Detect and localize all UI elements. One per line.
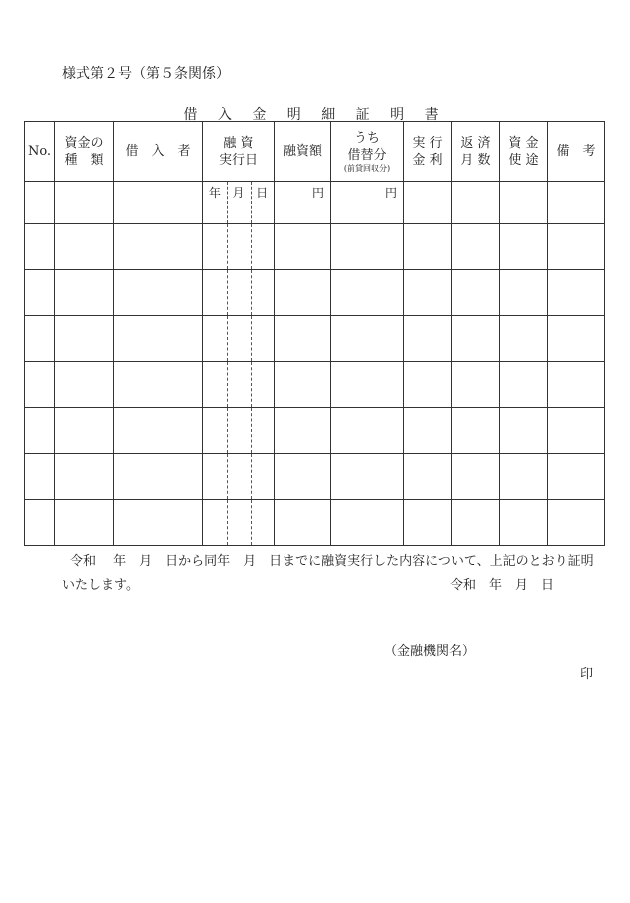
cell-repay-months[interactable] [452,316,500,362]
cell-borrower[interactable] [114,182,203,224]
date-divider [251,454,252,499]
header-use-line1: 資 金 [508,135,539,151]
cell-repay-months[interactable] [452,362,500,408]
cell-fund-use[interactable] [500,182,548,224]
cell-borrower[interactable] [114,362,203,408]
cell-fund-use[interactable] [500,454,548,500]
cell-repay-months[interactable] [452,408,500,454]
form-number: 様式第２号（第５条関係） [62,66,230,82]
unit-year: 年 [208,186,221,200]
cell-fund-use[interactable] [500,316,548,362]
cell-exec-date[interactable] [203,224,275,270]
cell-loan-amount[interactable] [275,224,331,270]
cell-rate[interactable] [404,270,452,316]
loan-detail-table [24,121,605,546]
date-divider [227,500,228,545]
date-divider [251,224,252,269]
header-no: No. [25,122,55,182]
date-divider [251,270,252,315]
cell-rate[interactable] [404,454,452,500]
cell-loan-amount[interactable]: 円 [275,182,331,224]
cell-fund-type[interactable] [55,408,114,454]
header-fund-type-line1: 資金の [64,135,104,151]
document-title: 借 入 金 明 細 証 明 書 [183,107,447,123]
date-divider [251,408,252,453]
cell-borrower[interactable] [114,408,203,454]
cell-loan-amount[interactable] [275,316,331,362]
cell-remarks[interactable] [548,454,605,500]
cell-exec-date[interactable] [203,500,275,546]
cell-refinance[interactable] [331,224,404,270]
table-row [25,408,605,454]
cell-fund-type[interactable] [55,224,114,270]
header-exec-date [203,122,275,182]
cell-fund-use[interactable] [500,362,548,408]
cell-exec-date[interactable] [203,316,275,362]
certification-date: 令和 年 月 日 [450,578,555,593]
date-divider [227,224,228,269]
header-repay-line1: 返 済 [460,135,491,151]
cell-remarks[interactable] [548,316,605,362]
cell-loan-amount[interactable] [275,454,331,500]
table-row [25,500,605,546]
cell-exec-date[interactable] [203,362,275,408]
cell-loan-amount[interactable] [275,500,331,546]
cell-loan-amount[interactable] [275,408,331,454]
cell-refinance[interactable] [331,408,404,454]
financial-institution-label: （金融機関名） [384,644,476,659]
cell-no[interactable] [25,224,55,270]
cell-repay-months[interactable] [452,270,500,316]
header-rate-line2: 金 利 [412,152,443,168]
cell-remarks[interactable] [548,182,605,224]
cell-borrower[interactable] [114,224,203,270]
cell-exec-date[interactable] [203,454,275,500]
header-rate [404,122,452,182]
cell-rate[interactable] [404,500,452,546]
date-divider [227,182,228,223]
cell-remarks[interactable] [548,362,605,408]
cell-fund-type[interactable] [55,182,114,224]
cell-refinance[interactable] [331,270,404,316]
cell-refinance[interactable] [331,500,404,546]
certification-line2: いたします。 [62,578,139,593]
unit-row [25,182,605,224]
cell-borrower[interactable] [114,500,203,546]
cell-refinance[interactable]: 円 [331,182,404,224]
cell-remarks[interactable] [548,224,605,270]
header-repay-months [452,122,500,182]
seal-mark: 印 [580,667,594,682]
cell-fund-type[interactable] [55,362,114,408]
cell-no[interactable] [25,454,55,500]
cell-fund-use[interactable] [500,408,548,454]
date-divider [251,362,252,407]
cell-exec-date[interactable] [203,182,275,224]
cell-remarks[interactable] [548,408,605,454]
cell-refinance[interactable] [331,454,404,500]
date-divider [251,500,252,545]
date-divider [227,408,228,453]
cell-borrower[interactable] [114,454,203,500]
header-rate-line1: 実 行 [412,135,443,151]
cell-exec-date[interactable] [203,408,275,454]
cell-fund-type[interactable] [55,500,114,546]
header-fund-type [55,122,114,182]
cell-fund-use[interactable] [500,224,548,270]
unit-month: 月 [232,186,245,200]
cell-no[interactable] [25,316,55,362]
cell-no[interactable] [25,362,55,408]
header-fund-use [500,122,548,182]
cell-rate[interactable] [404,408,452,454]
header-borrower: 借 入 者 [114,122,203,182]
header-refinance-note: (前貸回収分) [343,163,391,173]
cell-borrower[interactable] [114,316,203,362]
cell-borrower[interactable] [114,270,203,316]
cell-repay-months[interactable] [452,454,500,500]
table-row [25,362,605,408]
date-divider [227,270,228,315]
header-refinance-line1: うち [353,130,380,146]
unit-day: 日 [256,186,269,200]
cell-rate[interactable] [404,362,452,408]
date-divider [251,316,252,361]
certification-line1: 令和 年 月 日から同年 月 日までに融資実行した内容について、上記のとおり証明 [70,554,594,569]
date-divider [227,454,228,499]
cell-repay-months[interactable] [452,182,500,224]
header-loan-amount: 融資額 [275,122,331,182]
date-divider [227,362,228,407]
cell-no[interactable] [25,408,55,454]
table-row [25,454,605,500]
cell-rate[interactable] [404,224,452,270]
cell-loan-amount[interactable] [275,270,331,316]
cell-fund-type[interactable] [55,270,114,316]
date-divider [227,316,228,361]
cell-loan-amount[interactable] [275,362,331,408]
cell-fund-use[interactable] [500,270,548,316]
cell-refinance[interactable] [331,362,404,408]
header-remarks: 備 考 [548,122,605,182]
table-row [25,270,605,316]
header-fund-type-line2: 種 類 [64,152,104,168]
cell-repay-months[interactable] [452,224,500,270]
table-row [25,224,605,270]
cell-no[interactable] [25,500,55,546]
header-use-line2: 使 途 [508,152,539,168]
cell-refinance[interactable] [331,316,404,362]
header-exec-date-line1: 融 資 [223,135,254,151]
cell-remarks[interactable] [548,270,605,316]
cell-repay-months[interactable] [452,500,500,546]
date-divider [251,182,252,223]
cell-remarks[interactable] [548,500,605,546]
blank-rows [25,224,605,546]
cell-fund-type[interactable] [55,454,114,500]
cell-no[interactable] [25,182,55,224]
header-refinance-line2: 借替分 [347,147,387,163]
header-exec-date-line2: 実行日 [218,152,258,168]
header-row [25,122,605,182]
cell-fund-use[interactable] [500,500,548,546]
table-row [25,316,605,362]
cell-no[interactable] [25,270,55,316]
cell-rate[interactable] [404,182,452,224]
header-refinance [331,122,404,182]
cell-fund-type[interactable] [55,316,114,362]
cell-rate[interactable] [404,316,452,362]
cell-exec-date[interactable] [203,270,275,316]
header-repay-line2: 月 数 [460,152,491,168]
